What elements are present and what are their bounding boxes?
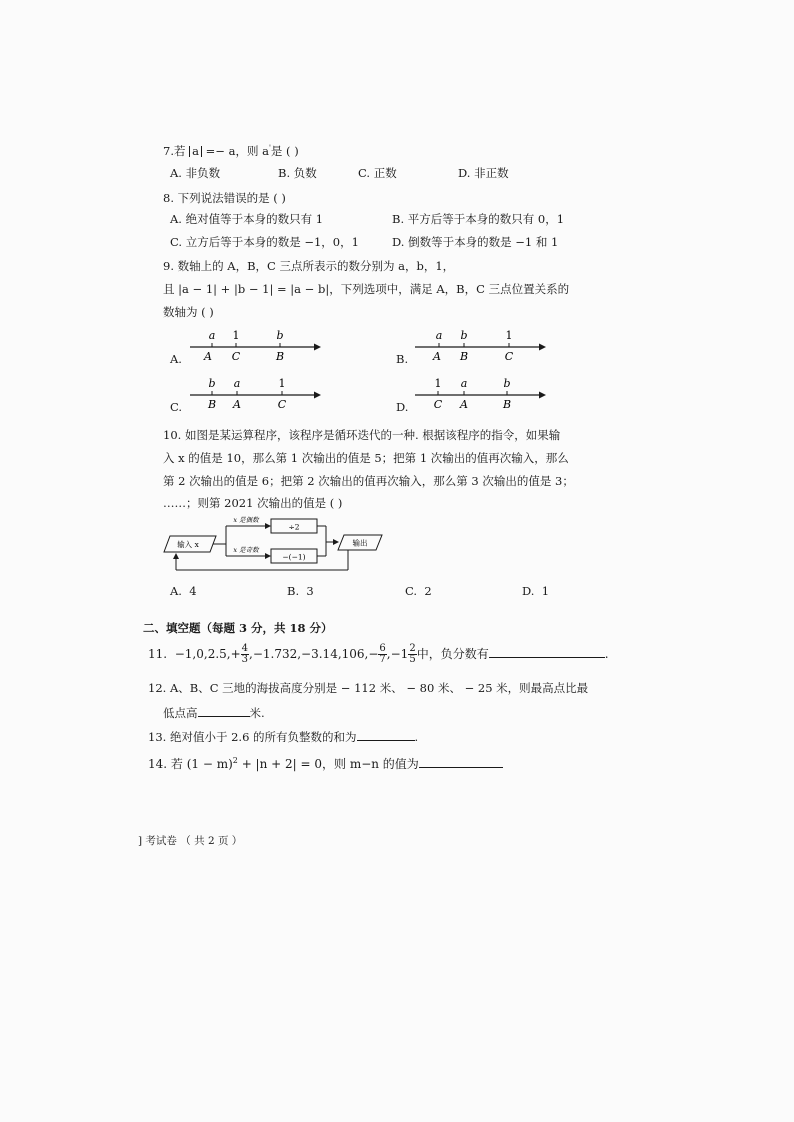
q7-option-a: A. 非负数 xyxy=(170,166,221,180)
q12-line2: 低点高 米. xyxy=(163,706,265,720)
tick-label-top: a xyxy=(208,329,216,342)
tick-label-bottom: B xyxy=(502,398,512,411)
tick-label-bottom: C xyxy=(433,398,443,411)
q9-number-line-b xyxy=(415,325,550,365)
q8-stem: 8. 下列说法错误的是 ( ) xyxy=(163,191,286,205)
tick-label-top: a xyxy=(435,329,443,342)
tick-label-top: b xyxy=(276,329,284,342)
q10-line3: 第 2 次输出的值是 6；把第 2 次输出的值再次输入，那么第 3 次输出的值是 3； xyxy=(163,474,574,488)
tick-label-bottom: B xyxy=(207,398,217,411)
abs-value-a: a xyxy=(189,146,202,157)
q13-line: 13. 绝对值小于 2.6 的所有负整数的和为 . xyxy=(148,730,419,744)
q7-option-d: D. 非正数 xyxy=(458,166,509,180)
tick-label-top: b xyxy=(460,329,468,342)
even-condition: x 是偶数 xyxy=(233,516,259,524)
page-footer: ] 考试卷 （ 共 2 页 ） xyxy=(138,835,243,847)
answer-blank[interactable] xyxy=(198,706,250,717)
q9-line1: 9. 数轴上的 A，B，C 三点所表示的数分别为 a，b，1， xyxy=(163,259,455,273)
odd-condition: x 是奇数 xyxy=(233,546,259,554)
tick-label-top: 1 xyxy=(278,377,286,390)
q10-option-b: B. 3 xyxy=(287,584,314,598)
tick-label-bottom: A xyxy=(204,350,212,363)
q10-flowchart xyxy=(160,512,390,574)
input-label: 输入 x xyxy=(177,540,199,549)
q9-number-line-c xyxy=(190,373,325,413)
tick-label-top: a xyxy=(460,377,468,390)
q8-option-a: A. 绝对值等于本身的数只有 1 xyxy=(170,212,324,226)
q10-line4: ……；则第 2021 次输出的值是 ( ) xyxy=(163,496,343,510)
q8-option-c: C. 立方后等于本身的数是 −1，0，1 xyxy=(170,235,359,249)
q9-number-line-d xyxy=(415,373,550,413)
output-label: 输出 xyxy=(352,538,368,548)
q10-option-d: D. 1 xyxy=(522,584,550,598)
tick-label-top: b xyxy=(503,377,511,390)
q9-line2: 且 |a − 1| + |b − 1| = |a − b|，下列选项中，满足 A，B，C 三点位置关系的 xyxy=(163,282,570,296)
even-op: ÷2 xyxy=(288,522,300,532)
section-2-title: 二、填空题（每题 3 分，共 18 分） xyxy=(143,621,333,635)
tick-label-bottom: C xyxy=(277,398,287,411)
odd-op: −(−1) xyxy=(282,552,306,562)
fraction: $\frac{2}{5}$ xyxy=(409,643,416,665)
q8-option-b: B. 平方后等于本身的数只有 0，1 xyxy=(392,212,565,226)
tick-label-top: 1 xyxy=(434,377,442,390)
tick-label-top: 1 xyxy=(232,329,240,342)
q10-option-c: C. 2 xyxy=(405,584,432,598)
tick-label-bottom: B xyxy=(459,350,469,363)
fraction: $\frac{6}{7}$ xyxy=(379,643,386,665)
q9-line3: 数轴为 ( ) xyxy=(163,305,214,319)
tick-label-top: a xyxy=(233,377,241,390)
q14-line: 14. 若 $(1 - m)^2 + |n + 2| = 0$，则 m−n 的值为 xyxy=(148,757,503,770)
tick-label-top: 1 xyxy=(505,329,513,342)
tick-label-bottom: A xyxy=(460,398,468,411)
q12-line1: 12. A、B、C 三地的海拔高度分别是 − 112 米、 − 80 米、 − 25 米，则最高点比最 xyxy=(148,681,589,695)
q10-line2: 入 x 的值是 10，那么第 1 次输出的值是 5；把第 1 次输出的值再次输入，那么 xyxy=(163,451,569,465)
q7-option-c: C. 正数 xyxy=(358,166,397,180)
q9-option-d-letter: D. xyxy=(396,400,409,414)
q11-line: 11. −1,0,2.5,+ $\frac{4}{3}$ ,−1.732,−3.14,106,− $\frac{6}{7}$ ,−1 $\frac{2}{5}$ 中，负分数有 . xyxy=(148,643,609,665)
q10-option-a: A. 4 xyxy=(170,584,197,598)
tick-label-bottom: A xyxy=(433,350,441,363)
q10-line1: 10. 如图是某运算程序，该程序是循环迭代的一种. 根据该程序的指令，如果输 xyxy=(163,428,561,442)
tick-label-top: b xyxy=(208,377,216,390)
answer-blank[interactable] xyxy=(419,757,503,768)
answer-blank[interactable] xyxy=(357,730,415,741)
fraction: $\frac{4}{3}$ xyxy=(241,643,249,665)
q9-option-b-letter: B. xyxy=(396,352,409,366)
tick-label-bottom: C xyxy=(231,350,241,363)
q9-option-a-letter: A. xyxy=(170,352,182,366)
q9-number-line-a xyxy=(190,325,325,365)
tick-label-bottom: C xyxy=(504,350,514,363)
tick-label-bottom: A xyxy=(233,398,241,411)
q8-option-d: D. 倒数等于本身的数是 −1 和 1 xyxy=(392,235,559,249)
q9-option-c-letter: C. xyxy=(170,400,183,414)
q7-option-b: B. 负数 xyxy=(278,166,317,180)
tick-label-bottom: B xyxy=(275,350,285,363)
q7-stem: 7.若 a =− a，则 a'是 ( ) xyxy=(163,143,299,158)
answer-blank[interactable] xyxy=(489,647,605,658)
